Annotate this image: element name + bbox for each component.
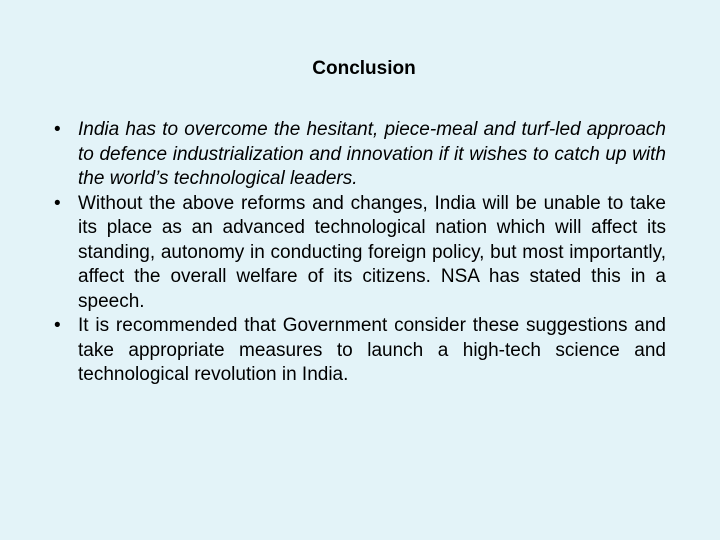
bullet-dot-icon: • xyxy=(54,315,61,336)
slide-title: Conclusion xyxy=(312,58,416,79)
bullet-dot-icon: • xyxy=(54,119,61,140)
bullet-item xyxy=(54,192,666,315)
bullet-dot-icon: • xyxy=(54,192,61,214)
bullet-text: Without the above reforms and changes, India will be unable to take its place as an advanced technological nation which will affect its standing, autonomy in conducting foreign policy, but most importantly, affect the overall welfare of its citizens. NSA has stated this in a speech. xyxy=(78,192,666,312)
bullet-text: It is recommended that Government consider these suggestions and take appropriate measures to launch a high-tech science and technological revolution in India. xyxy=(78,315,666,385)
bullet-list xyxy=(54,118,666,388)
bullet-item xyxy=(54,314,666,388)
bullet-item xyxy=(54,118,666,192)
bullet-text: India has to overcome the hesitant, piece-meal and turf-led approach to defence industrialization and innovation if it wishes to catch up with the world’s technological leaders. xyxy=(78,119,666,189)
